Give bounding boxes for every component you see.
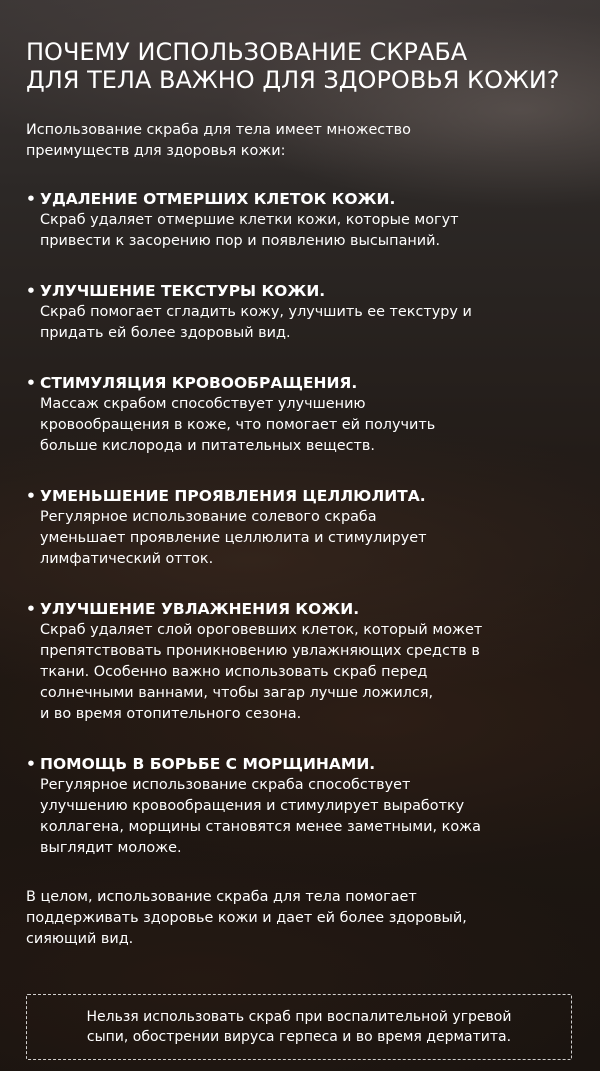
benefit-heading-text: УЛУЧШЕНИЕ ТЕКСТУРЫ КОЖИ. <box>40 282 326 300</box>
benefit-description: Регулярное использование солевого скраба уменьшает проявление целлюлита и стимулирует лимфатический отток. <box>40 509 427 567</box>
warning-box <box>26 994 572 1060</box>
intro-text: Использование скраба для тела имеет множество преимуществ для здоровья кожи: <box>26 122 411 159</box>
benefit-description: Скраб помогает сгладить кожу, улучшить ее текстуру и придать ей более здоровый вид. <box>40 304 472 341</box>
conclusion-text: В целом, использование скраба для тела помогает поддерживать здоровье кожи и дает ей более здоровый, сияющий вид. <box>26 889 467 947</box>
benefit-item <box>26 485 574 570</box>
benefit-heading <box>26 188 574 210</box>
benefit-heading-text: УМЕНЬШЕНИЕ ПРОЯВЛЕНИЯ ЦЕЛЛЮЛИТА. <box>40 487 426 505</box>
bullet-icon: • <box>26 755 36 773</box>
bullet-icon: • <box>26 190 36 208</box>
benefit-item <box>26 188 574 252</box>
benefit-item <box>26 280 574 344</box>
benefit-heading <box>26 753 574 775</box>
benefit-item <box>26 598 574 725</box>
benefit-heading-text: УДАЛЕНИЕ ОТМЕРШИХ КЛЕТОК КОЖИ. <box>40 190 396 208</box>
bullet-icon: • <box>26 487 36 505</box>
benefit-description: Массаж скрабом способствует улучшению кровообращения в коже, что помогает ей получить больше кислорода и питательных веществ. <box>40 396 436 454</box>
benefit-heading-text: СТИМУЛЯЦИЯ КРОВООБРАЩЕНИЯ. <box>40 374 358 392</box>
page-title: ПОЧЕМУ ИСПОЛЬЗОВАНИЕ СКРАБА ДЛЯ ТЕЛА ВАЖНО ДЛЯ ЗДОРОВЬЯ КОЖИ? <box>26 38 560 94</box>
bullet-icon: • <box>26 282 36 300</box>
bullet-icon: • <box>26 600 36 618</box>
benefit-description: Скраб удаляет слой ороговевших клеток, который может препятствовать проникновению увлажняющих средств в ткани. Особенно важно использовать скраб перед солнечными ваннами, чтобы загар лучше ложился, и во время отопительного сезона. <box>40 622 483 722</box>
benefit-heading <box>26 485 574 507</box>
benefit-item <box>26 753 574 859</box>
benefit-description: Регулярное использование скраба способствует улучшению кровообращения и стимулирует выработку коллагена, морщины становятся менее заметными, кожа выглядит моложе. <box>40 777 481 856</box>
benefit-heading-text: УЛУЧШЕНИЕ УВЛАЖНЕНИЯ КОЖИ. <box>40 600 360 618</box>
benefit-heading <box>26 280 574 302</box>
benefit-item <box>26 372 574 457</box>
benefit-heading <box>26 372 574 394</box>
benefit-heading <box>26 598 574 620</box>
benefit-heading-text: ПОМОЩЬ В БОРЬБЕ С МОРЩИНАМИ. <box>40 755 376 773</box>
warning-text: Нельзя использовать скраб при воспалительной угревой сыпи, обострении вируса герпеса и во время дерматита. <box>86 1009 512 1045</box>
bullet-icon: • <box>26 374 36 392</box>
benefits-list <box>26 188 574 859</box>
benefit-description: Скраб удаляет отмершие клетки кожи, которые могут привести к засорению пор и появлению высыпаний. <box>40 212 459 249</box>
article <box>26 38 574 950</box>
